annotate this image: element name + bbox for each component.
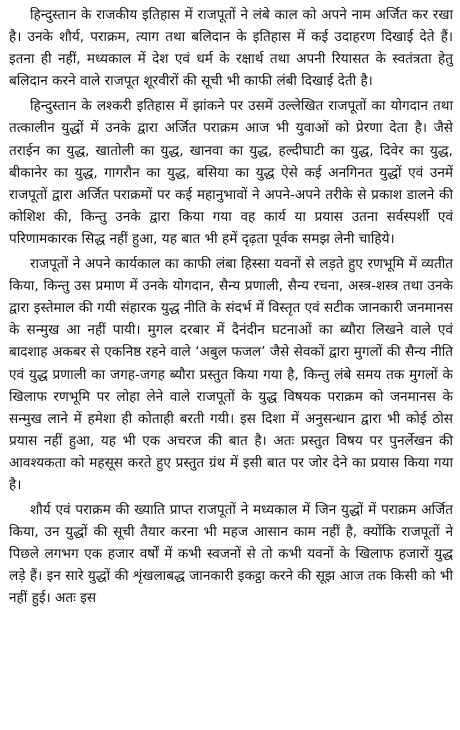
paragraph-3: राजपूतों ने अपने कार्यकाल का काफी लंबा हिस्सा यवनों से लड़ते हुए रणभूमि में व्यतीत किया, किन्तु उस प्रमाण में उनके योगदान, सैन्य प्रणाली, सैन्य रचना, अस्त्र-शस्त्र तथा उनके द्वारा इस्तेमाल की गयी संहारक युद्ध नीति के संदर्भ में विस्तृत एवं सटीक जानकारी जनमानस के सन्मुख आ नहीं पायी। मुगल दरबार में दैनंदीन घटनाओं का ब्यौरा लिखने वाले एवं बादशाह अकबर से एकनिष्ठ रहने वाले ‘अबुल फजल’ जैसे सेवकों द्वारा मुगलों की सैन्य नीति एवं युद्ध प्रणाली का जगह-जगह ब्यौरा प्रस्तुत किया गया है, किन्तु लंबे समय तक मुगलों के खिलाफ रणभूमि पर लोहा लेने वाले राजपूतों के युद्ध विषयक पराक्रम को जनमानस के सन्मुख लाने में हमेशा ही कोताही बरती गयी। इस दिशा में अनुसन्धान द्वारा भी कोई ठोस प्रयास नहीं हुआ, यह भी एक अचरज की बात है। अतः प्रस्तुत विषय पर पुनर्लेखन की आवश्यकता को महसूस करते हुए प्रस्तुत ग्रंथ में इसी बात पर जोर देने का प्रयास किया गया है। — [9, 256, 453, 493]
paragraph-2: हिन्दुस्तान के लश्करी इतिहास में झांकने पर उसमें उल्लेखित राजपूतों का योगदान तथा तत्कालीन युद्धों में उनके द्वारा अर्जित पराक्रम आज भी युवाओं को प्रेरणा देता है। जैसे तराईन का युद्ध, खातोली का युद्ध, खानवा का युद्ध, हल्दीघाटी का युद्ध, दिवेर का युद्ध, बीकानेर का युद्ध, गागरौन का युद्ध, बसिया का युद्ध ऐसे कई अनगिनत युद्धों एवं उनमें राजपूतों द्वारा अर्जित पराक्रमों पर कई महानुभावों ने अपने-अपने तरीके से प्रकाश डालने की कोशिश की, किन्तु उनके द्वारा किया गया वह कार्य या प्रयास उतना सर्वस्पर्शी एवं परिणामकारक सिद्ध नहीं हुआ, यह बात भी हमें दृढ़ता पूर्वक समझ लेनी चाहिये। — [9, 98, 453, 247]
paragraph-4: शौर्य एवं पराक्रम की ख्याति प्राप्त राजपूतों ने मध्यकाल में जिन युद्धों में पराक्रम अर्जित किया, उन युद्धों की सूची तैयार करना भी महज आसान काम नहीं है, क्योंकि राजपूतों ने पिछले लगभग एक हजार वर्षों में कभी स्वजनों से तो कभी यवनों के खिलाफ हजारों युद्ध लड़े हैं। इन सारे युद्धों की शृंखलाबद्ध जानकारी इकट्ठा करने की सूझ आज तक किसी को भी नहीं हुई। अतः इस — [9, 502, 453, 607]
paragraph-1: हिन्दुस्तान के राजकीय इतिहास में राजपूतों ने लंबे काल को अपने नाम अर्जित कर रखा है। उनके शौर्य, पराक्रम, त्याग तथा बलिदान के इतिहास में कई उदाहरण दिखाई देते हैं। इतना ही नहीं, मध्यकाल में देश एवं धर्म के रक्षार्थ तथा अपनी रियासत के स्वतंत्रता हेतु बलिदान करने वाले राजपूत शूरवीरों की सूची भी काफी लंबी दिखाई देती है। — [9, 7, 453, 90]
